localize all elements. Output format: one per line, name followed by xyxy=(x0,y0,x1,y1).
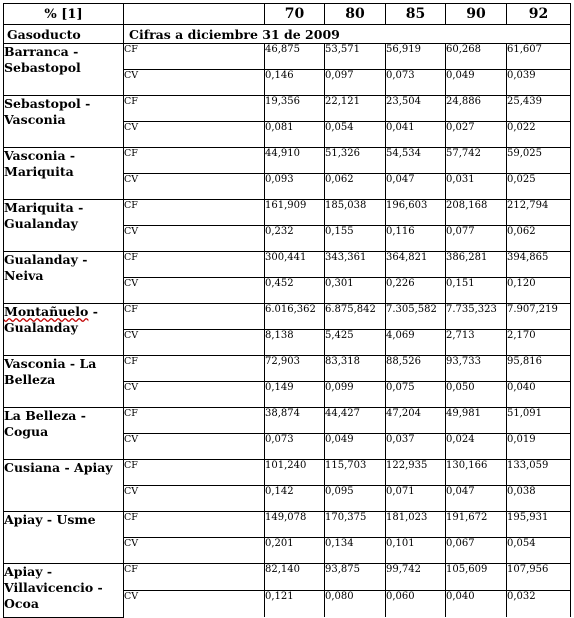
cv-value: 0,039 xyxy=(507,70,536,81)
cf-value: 6.875,842 xyxy=(325,304,376,315)
cv-value-cell xyxy=(386,226,446,252)
cv-value-cell xyxy=(325,434,386,460)
cf-value: 60,268 xyxy=(446,44,481,55)
cv-value: 0,049 xyxy=(325,434,354,445)
cf-value: 6.016,362 xyxy=(265,304,316,315)
table-row xyxy=(4,304,571,330)
cv-value: 8,138 xyxy=(265,330,294,341)
cv-value-cell xyxy=(386,122,446,148)
cv-value: 0,073 xyxy=(265,434,294,445)
cf-value: 25,439 xyxy=(507,96,542,107)
table-row xyxy=(4,96,571,122)
pipeline-name: Mariquita - Gualanday xyxy=(4,200,124,252)
cv-value: 0,095 xyxy=(325,486,354,497)
cf-value: 95,816 xyxy=(507,356,542,367)
cv-value-cell xyxy=(265,538,325,564)
cv-value: 0,073 xyxy=(386,70,415,81)
cf-value-cell xyxy=(507,200,571,226)
cf-label: CF xyxy=(124,148,265,174)
tariff-table xyxy=(3,3,571,618)
cv-value-cell xyxy=(386,434,446,460)
cv-value-cell xyxy=(507,382,571,408)
cv-value-cell xyxy=(265,278,325,304)
cf-value-cell xyxy=(446,200,507,226)
cf-value-cell xyxy=(386,200,446,226)
cv-value: 0,054 xyxy=(325,122,354,133)
table-row xyxy=(4,512,571,538)
cf-value-cell xyxy=(507,460,571,486)
cf-value: 394,865 xyxy=(507,252,549,263)
cf-value-cell xyxy=(386,96,446,122)
cv-value: 0,022 xyxy=(507,122,536,133)
cv-value-cell xyxy=(325,70,386,96)
cv-value-cell xyxy=(507,538,571,564)
cf-value-cell xyxy=(325,304,386,330)
cf-value: 7.907,219 xyxy=(507,304,558,315)
cf-value: 107,956 xyxy=(507,564,549,575)
pipeline-name: Vasconia - Mariquita xyxy=(4,148,124,200)
cv-value: 0,121 xyxy=(265,591,294,602)
cv-value: 0,024 xyxy=(446,434,475,445)
cv-value-cell xyxy=(386,330,446,356)
cf-value-cell xyxy=(446,252,507,278)
cf-value-cell xyxy=(507,44,571,70)
cf-value-cell xyxy=(446,44,507,70)
cf-value-cell xyxy=(265,408,325,434)
cf-value: 19,356 xyxy=(265,96,300,107)
cv-value-cell xyxy=(446,122,507,148)
cv-value-cell xyxy=(386,70,446,96)
cv-value-cell xyxy=(265,226,325,252)
cf-value-cell xyxy=(325,512,386,538)
cv-value: 0,054 xyxy=(507,538,536,549)
cv-value-cell xyxy=(265,382,325,408)
cf-label: CF xyxy=(124,200,265,226)
cv-value-cell xyxy=(446,382,507,408)
cf-value: 93,733 xyxy=(446,356,481,367)
cv-value: 0,452 xyxy=(265,278,294,289)
cf-value-cell xyxy=(325,356,386,382)
cf-value: 24,886 xyxy=(446,96,481,107)
cv-value-cell xyxy=(446,174,507,200)
cf-value: 7.735,323 xyxy=(446,304,497,315)
cv-value: 2,713 xyxy=(446,330,475,341)
cf-value: 208,168 xyxy=(446,200,488,211)
cv-label: CV xyxy=(124,226,265,252)
cv-value-cell xyxy=(507,174,571,200)
cf-value: 51,091 xyxy=(507,408,542,419)
cf-value-cell xyxy=(386,564,446,591)
cv-value-cell xyxy=(325,278,386,304)
cf-value: 44,910 xyxy=(265,148,300,159)
cv-value-cell xyxy=(265,174,325,200)
cf-value: 133,059 xyxy=(507,460,549,471)
cf-value: 22,121 xyxy=(325,96,360,107)
table-row xyxy=(4,148,571,174)
cf-value-cell xyxy=(265,148,325,174)
cf-value-cell xyxy=(507,148,571,174)
cf-value: 54,534 xyxy=(386,148,421,159)
column-header-92: 92 xyxy=(507,4,571,25)
pipeline-name: Apiay - Usme xyxy=(4,512,124,564)
cf-value-cell xyxy=(386,460,446,486)
cv-value-cell xyxy=(386,278,446,304)
cf-value-cell xyxy=(265,512,325,538)
cf-label: CF xyxy=(124,304,265,330)
cv-label: CV xyxy=(124,538,265,564)
cf-value-cell xyxy=(446,148,507,174)
cf-value: 196,603 xyxy=(386,200,428,211)
cf-value: 44,427 xyxy=(325,408,360,419)
cv-value-cell xyxy=(325,122,386,148)
column-header-80: 80 xyxy=(325,4,386,25)
cv-value-cell xyxy=(446,226,507,252)
cf-value-cell xyxy=(265,564,325,591)
cv-value-cell xyxy=(386,486,446,512)
pipeline-name: Apiay - Villavicencio - Ocoa xyxy=(4,564,124,618)
cv-value-cell xyxy=(446,278,507,304)
cv-label: CV xyxy=(124,486,265,512)
cv-value: 0,142 xyxy=(265,486,294,497)
pipeline-name xyxy=(4,304,124,356)
cv-value: 0,047 xyxy=(386,174,415,185)
cv-value: 0,032 xyxy=(507,591,536,602)
cv-value: 0,040 xyxy=(446,591,475,602)
cf-value-cell xyxy=(386,408,446,434)
cf-value: 101,240 xyxy=(265,460,307,471)
pipeline-name: Sebastopol - Vasconia xyxy=(4,96,124,148)
cv-value: 0,025 xyxy=(507,174,536,185)
cf-value: 38,874 xyxy=(265,408,300,419)
cv-value-cell xyxy=(386,382,446,408)
cv-value: 0,027 xyxy=(446,122,475,133)
cv-label: CV xyxy=(124,174,265,200)
cv-value: 0,151 xyxy=(446,278,475,289)
column-header-90: 90 xyxy=(446,4,507,25)
cv-label: CV xyxy=(124,122,265,148)
cf-value-cell xyxy=(265,356,325,382)
cf-value: 105,609 xyxy=(446,564,488,575)
cifras-label: Cifras a diciembre 31 de 2009 xyxy=(124,25,571,44)
cv-label: CV xyxy=(124,330,265,356)
cf-value: 56,919 xyxy=(386,44,421,55)
cv-value-cell xyxy=(325,591,386,618)
cf-label: CF xyxy=(124,460,265,486)
cv-value-cell xyxy=(446,434,507,460)
cf-value: 161,909 xyxy=(265,200,307,211)
cv-label: CV xyxy=(124,70,265,96)
cf-value: 49,981 xyxy=(446,408,481,419)
cf-value-cell xyxy=(325,408,386,434)
column-header-85: 85 xyxy=(386,4,446,25)
cv-value: 0,080 xyxy=(325,591,354,602)
pipeline-rows xyxy=(4,44,571,618)
cv-value-cell xyxy=(325,174,386,200)
cv-value-cell xyxy=(265,434,325,460)
cf-label: CF xyxy=(124,252,265,278)
cf-value-cell xyxy=(507,408,571,434)
cv-value: 0,071 xyxy=(386,486,415,497)
cv-value-cell xyxy=(507,70,571,96)
pipeline-name: Gualanday - Neiva xyxy=(4,252,124,304)
cf-value-cell xyxy=(446,512,507,538)
cf-value: 212,794 xyxy=(507,200,549,211)
cv-value: 0,099 xyxy=(325,382,354,393)
cf-label: CF xyxy=(124,356,265,382)
percent-header: % [1] xyxy=(4,4,124,25)
cv-value: 0,077 xyxy=(446,226,475,237)
cv-value: 0,101 xyxy=(386,538,415,549)
cf-value-cell xyxy=(325,564,386,591)
gasoducto-label: Gasoducto xyxy=(4,25,124,44)
cv-value-cell xyxy=(265,70,325,96)
cf-value-cell xyxy=(446,304,507,330)
cf-value: 99,742 xyxy=(386,564,421,575)
cv-value-cell xyxy=(386,591,446,618)
cf-value-cell xyxy=(507,356,571,382)
pipeline-name-part: Montañuelo xyxy=(4,304,89,319)
cf-value-cell xyxy=(325,460,386,486)
cv-value-cell xyxy=(325,382,386,408)
cf-value-cell xyxy=(265,200,325,226)
cf-value: 149,078 xyxy=(265,512,307,523)
cf-value-cell xyxy=(386,304,446,330)
pipeline-name: Barranca - Sebastopol xyxy=(4,44,124,96)
cf-value: 59,025 xyxy=(507,148,542,159)
cv-value: 0,149 xyxy=(265,382,294,393)
pipeline-name: La Belleza - Cogua xyxy=(4,408,124,460)
cv-value-cell xyxy=(507,122,571,148)
cf-value-cell xyxy=(507,96,571,122)
column-header-70: 70 xyxy=(265,4,325,25)
cf-label: CF xyxy=(124,564,265,591)
cv-value-cell xyxy=(507,434,571,460)
cv-value-cell xyxy=(507,330,571,356)
cv-value-cell xyxy=(325,486,386,512)
cf-value-cell xyxy=(386,512,446,538)
cf-value: 386,281 xyxy=(446,252,488,263)
cf-value-cell xyxy=(507,252,571,278)
cf-value-cell xyxy=(386,252,446,278)
cv-value: 5,425 xyxy=(325,330,354,341)
cf-value-cell xyxy=(265,252,325,278)
cv-value: 0,155 xyxy=(325,226,354,237)
cv-value: 0,232 xyxy=(265,226,294,237)
cv-value-cell xyxy=(265,330,325,356)
cf-value-cell xyxy=(446,564,507,591)
cv-value: 0,040 xyxy=(507,382,536,393)
cv-value-cell xyxy=(446,591,507,618)
header-row xyxy=(4,4,571,25)
cv-value-cell xyxy=(507,591,571,618)
pipeline-name: Cusiana - Apiay xyxy=(4,460,124,512)
cf-value-cell xyxy=(325,200,386,226)
cf-value-cell xyxy=(325,96,386,122)
cf-value-cell xyxy=(386,148,446,174)
cf-label: CF xyxy=(124,96,265,122)
cf-value-cell xyxy=(507,304,571,330)
cv-value: 0,081 xyxy=(265,122,294,133)
cv-value: 0,031 xyxy=(446,174,475,185)
cv-value: 0,201 xyxy=(265,538,294,549)
cf-value-cell xyxy=(325,148,386,174)
cf-value: 53,571 xyxy=(325,44,360,55)
cf-value: 343,361 xyxy=(325,252,367,263)
cf-value: 191,672 xyxy=(446,512,488,523)
cf-value: 364,821 xyxy=(386,252,428,263)
cv-value: 0,049 xyxy=(446,70,475,81)
cf-value: 115,703 xyxy=(325,460,367,471)
cv-value-cell xyxy=(265,122,325,148)
cf-label: CF xyxy=(124,44,265,70)
cv-value: 0,037 xyxy=(386,434,415,445)
cv-value-cell xyxy=(507,226,571,252)
cf-value-cell xyxy=(446,96,507,122)
cv-value-cell xyxy=(386,174,446,200)
cf-value: 47,204 xyxy=(386,408,421,419)
table-row xyxy=(4,200,571,226)
cv-value: 0,120 xyxy=(507,278,536,289)
cv-value: 0,134 xyxy=(325,538,354,549)
cf-value: 195,931 xyxy=(507,512,549,523)
cv-value: 0,060 xyxy=(386,591,415,602)
cv-value: 2,170 xyxy=(507,330,536,341)
cv-label: CV xyxy=(124,278,265,304)
cf-value: 83,318 xyxy=(325,356,360,367)
cv-value-cell xyxy=(265,486,325,512)
cf-value-cell xyxy=(386,44,446,70)
cv-value: 4,069 xyxy=(386,330,415,341)
cv-value: 0,093 xyxy=(265,174,294,185)
cv-value-cell xyxy=(446,70,507,96)
cv-value: 0,062 xyxy=(325,174,354,185)
cv-label: CV xyxy=(124,591,265,618)
cf-value: 185,038 xyxy=(325,200,367,211)
pipeline-name: Vasconia - La Belleza xyxy=(4,356,124,408)
cf-value-cell xyxy=(325,252,386,278)
cf-value-cell xyxy=(446,356,507,382)
cf-value: 300,441 xyxy=(265,252,307,263)
cv-value: 0,050 xyxy=(446,382,475,393)
cv-value: 0,116 xyxy=(386,226,415,237)
cv-value: 0,097 xyxy=(325,70,354,81)
table-row xyxy=(4,460,571,486)
cv-value-cell xyxy=(386,538,446,564)
cv-value-cell xyxy=(446,330,507,356)
cf-value: 72,903 xyxy=(265,356,300,367)
cv-value-cell xyxy=(325,538,386,564)
pipeline-name-part: - Gualanday xyxy=(4,304,98,335)
cf-value-cell xyxy=(507,512,571,538)
cv-value-cell xyxy=(265,591,325,618)
cv-value: 0,226 xyxy=(386,278,415,289)
table-row xyxy=(4,252,571,278)
cf-value: 122,935 xyxy=(386,460,428,471)
cv-value-cell xyxy=(325,330,386,356)
cf-value-cell xyxy=(265,96,325,122)
table-row xyxy=(4,564,571,591)
table-row xyxy=(4,44,571,70)
cv-value: 0,041 xyxy=(386,122,415,133)
cv-value: 0,038 xyxy=(507,486,536,497)
cv-value-cell xyxy=(446,538,507,564)
cf-value: 82,140 xyxy=(265,564,300,575)
table-row xyxy=(4,356,571,382)
cv-value: 0,146 xyxy=(265,70,294,81)
cf-value: 23,504 xyxy=(386,96,421,107)
cv-value: 0,301 xyxy=(325,278,354,289)
cf-value-cell xyxy=(325,44,386,70)
cv-value: 0,019 xyxy=(507,434,536,445)
cf-value: 61,607 xyxy=(507,44,542,55)
cf-value-cell xyxy=(446,460,507,486)
cf-value-cell xyxy=(446,408,507,434)
cv-value-cell xyxy=(507,278,571,304)
cf-label: CF xyxy=(124,512,265,538)
cf-value-cell xyxy=(265,304,325,330)
cf-value-cell xyxy=(265,44,325,70)
cf-value: 46,875 xyxy=(265,44,300,55)
cf-value: 130,166 xyxy=(446,460,488,471)
cf-value: 93,875 xyxy=(325,564,360,575)
cf-value-cell xyxy=(386,356,446,382)
cf-value-cell xyxy=(265,460,325,486)
cf-value: 51,326 xyxy=(325,148,360,159)
cf-value: 57,742 xyxy=(446,148,481,159)
cf-value: 7.305,582 xyxy=(386,304,437,315)
header-blank-cell xyxy=(124,4,265,25)
cv-value-cell xyxy=(507,486,571,512)
cv-label: CV xyxy=(124,382,265,408)
subheader-row xyxy=(4,25,571,44)
cv-label: CV xyxy=(124,434,265,460)
cf-value: 88,526 xyxy=(386,356,421,367)
table-row xyxy=(4,408,571,434)
cf-label: CF xyxy=(124,408,265,434)
cv-value-cell xyxy=(446,486,507,512)
cv-value: 0,062 xyxy=(507,226,536,237)
cv-value: 0,067 xyxy=(446,538,475,549)
cf-value-cell xyxy=(507,564,571,591)
cv-value: 0,075 xyxy=(386,382,415,393)
cf-value: 170,375 xyxy=(325,512,367,523)
cv-value-cell xyxy=(325,226,386,252)
cf-value: 181,023 xyxy=(386,512,428,523)
cv-value: 0,047 xyxy=(446,486,475,497)
